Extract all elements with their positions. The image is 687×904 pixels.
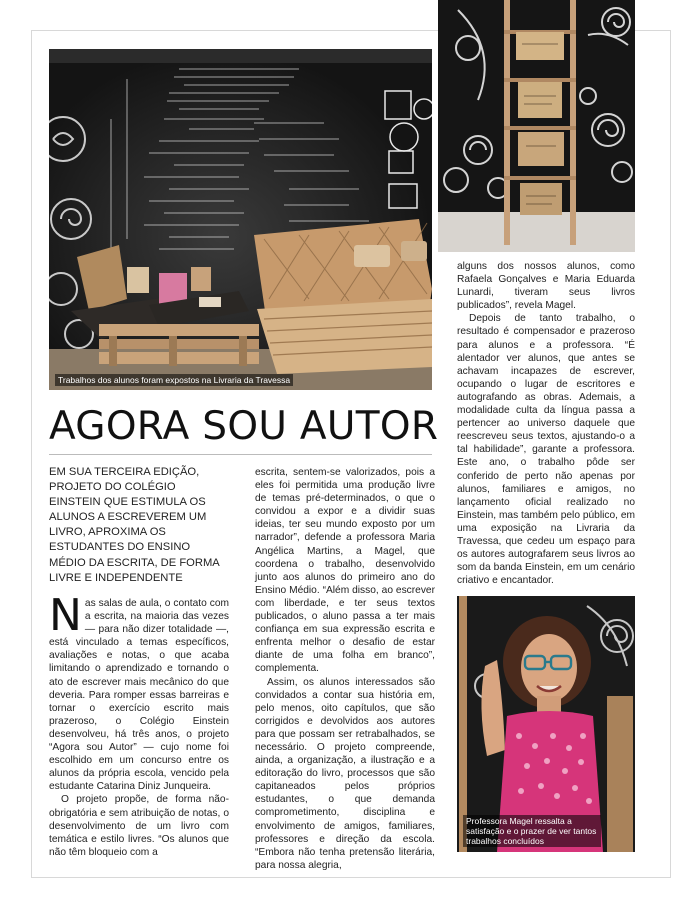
bookshelf-ladder-illustration [438,0,635,252]
body-column-2 [255,466,435,872]
body-paragraph: O projeto propõe, de forma não-obrigatória e sem atribuição de notas, o desenvolvimento de um livro com temática e estilo livres. “Os alunos que não têm bloqueio com a [49,794,229,858]
body-paragraph: alguns dos nossos alunos, como Rafaela Gonçalves e Maria Eduarda Lunardi, tiveram seus livros publicados”, revela Magel. [457,261,635,312]
body-column-1 [49,590,229,859]
bookshelf-ladder-photo [438,0,635,252]
teacher-portrait-caption: Professora Magel ressalta a satisfação e o prazer de ver tantos trabalhos concluídos [463,815,601,847]
teacher-portrait-illustration [457,596,635,852]
article-deck: EM SUA TERCEIRA EDIÇÃO, PROJETO DO COLÉGIO EINSTEIN QUE ESTIMULA OS ALUNOS A ESCREVEREM UM LIVRO, APROXIMA OS ESTUDANTES DO ENSINO MÉDIO DA ESCRITA, DE FORMA LIVRE E INDEPENDENTE [49,466,220,584]
exhibition-photo [49,49,432,390]
drop-cap: N [49,590,82,641]
headline-divider [49,454,432,455]
body-paragraph: escrita, sentem-se valorizados, pois a eles foi permitida uma produção livre de temas pré-determinados, o que o convidou a expor e a dividir suas ideias, ter seu mundo exposto por um narrador”, defende a professora Maria Angélica Martins, a Magel, que coordena o trabalho, desenvolvido junto aos alunos do primeiro ano do Ensino Médio. “Além disso, ao escrever com liberdade, e ter seus textos publicados, o aluno passa a ter mais confiança em sua expressão escrita e enfrenta melhor o desafio de estar diante de uma folha em branco”, complementa. [255,467,435,675]
body-paragraph [49,590,229,793]
body-paragraph: Depois de tanto trabalho, o resultado é compensador e prazeroso para alunos e a professora. “É alentador ver alunos, que antes se achavam incapazes de escrever, ocupando o lugar de escritores e autografando as obras. Ademais, a modalidade culta da língua passa a pertencer ao universo daquele que reescreveu seus textos, ajustando-o a tal habilidade”, garante a professora. Este ano, o trabalho pôde ser conferido de perto não apenas por alunos, familiares e amigos, no lançamento oficial realizado no Einstein, mas também pelo público, em uma exposição na Livraria da Travessa, que cedeu um espaço para os autores autografarem seus livros ao som da banda Einstein, em um cenário criativo e encantador. [457,313,635,587]
teacher-portrait-photo [457,596,635,852]
body-column-3 [457,260,635,587]
body-text: as salas de aula, o contato com a escrita, na maioria das vezes — para não dizer totalidade —, está vinculado a temas específicos, avaliações e notas, o que acaba limitando o aprendizado e tornando o ato de escrever mais mecânico do que deveria. Para romper essas barreiras e tornar o exercício escrito mais prazeroso, o Colégio Einstein desenvolveu, há três anos, o projeto “Agora sou Autor” — cujo nome foi escolhido em um concurso entre os alunos da própria escola, vencido pela estudante Catarina Diniz Junqueira. [49,598,229,793]
exhibition-photo-illustration [49,49,432,390]
body-paragraph: Assim, os alunos interessados são convidados a contar sua história em, pelo menos, oito capítulos, que são corrigidos e devolvidos aos autores para que possam ser retrabalhados, se necessário. O projeto compreende, ainda, a organização, a ilustração e a editoração do livro, processos que são capitaneados pelos próprios estudantes, o que demanda comprometimento, disciplina e envolvimento de amigos, familiares, professores e direção da escola. “Embora não tenha pretensão literária, para nossa alegria, [255,676,435,871]
headline: AGORA SOU AUTOR [49,404,439,449]
exhibition-photo-caption: Trabalhos dos alunos foram expostos na Livraria da Travessa [55,374,293,386]
